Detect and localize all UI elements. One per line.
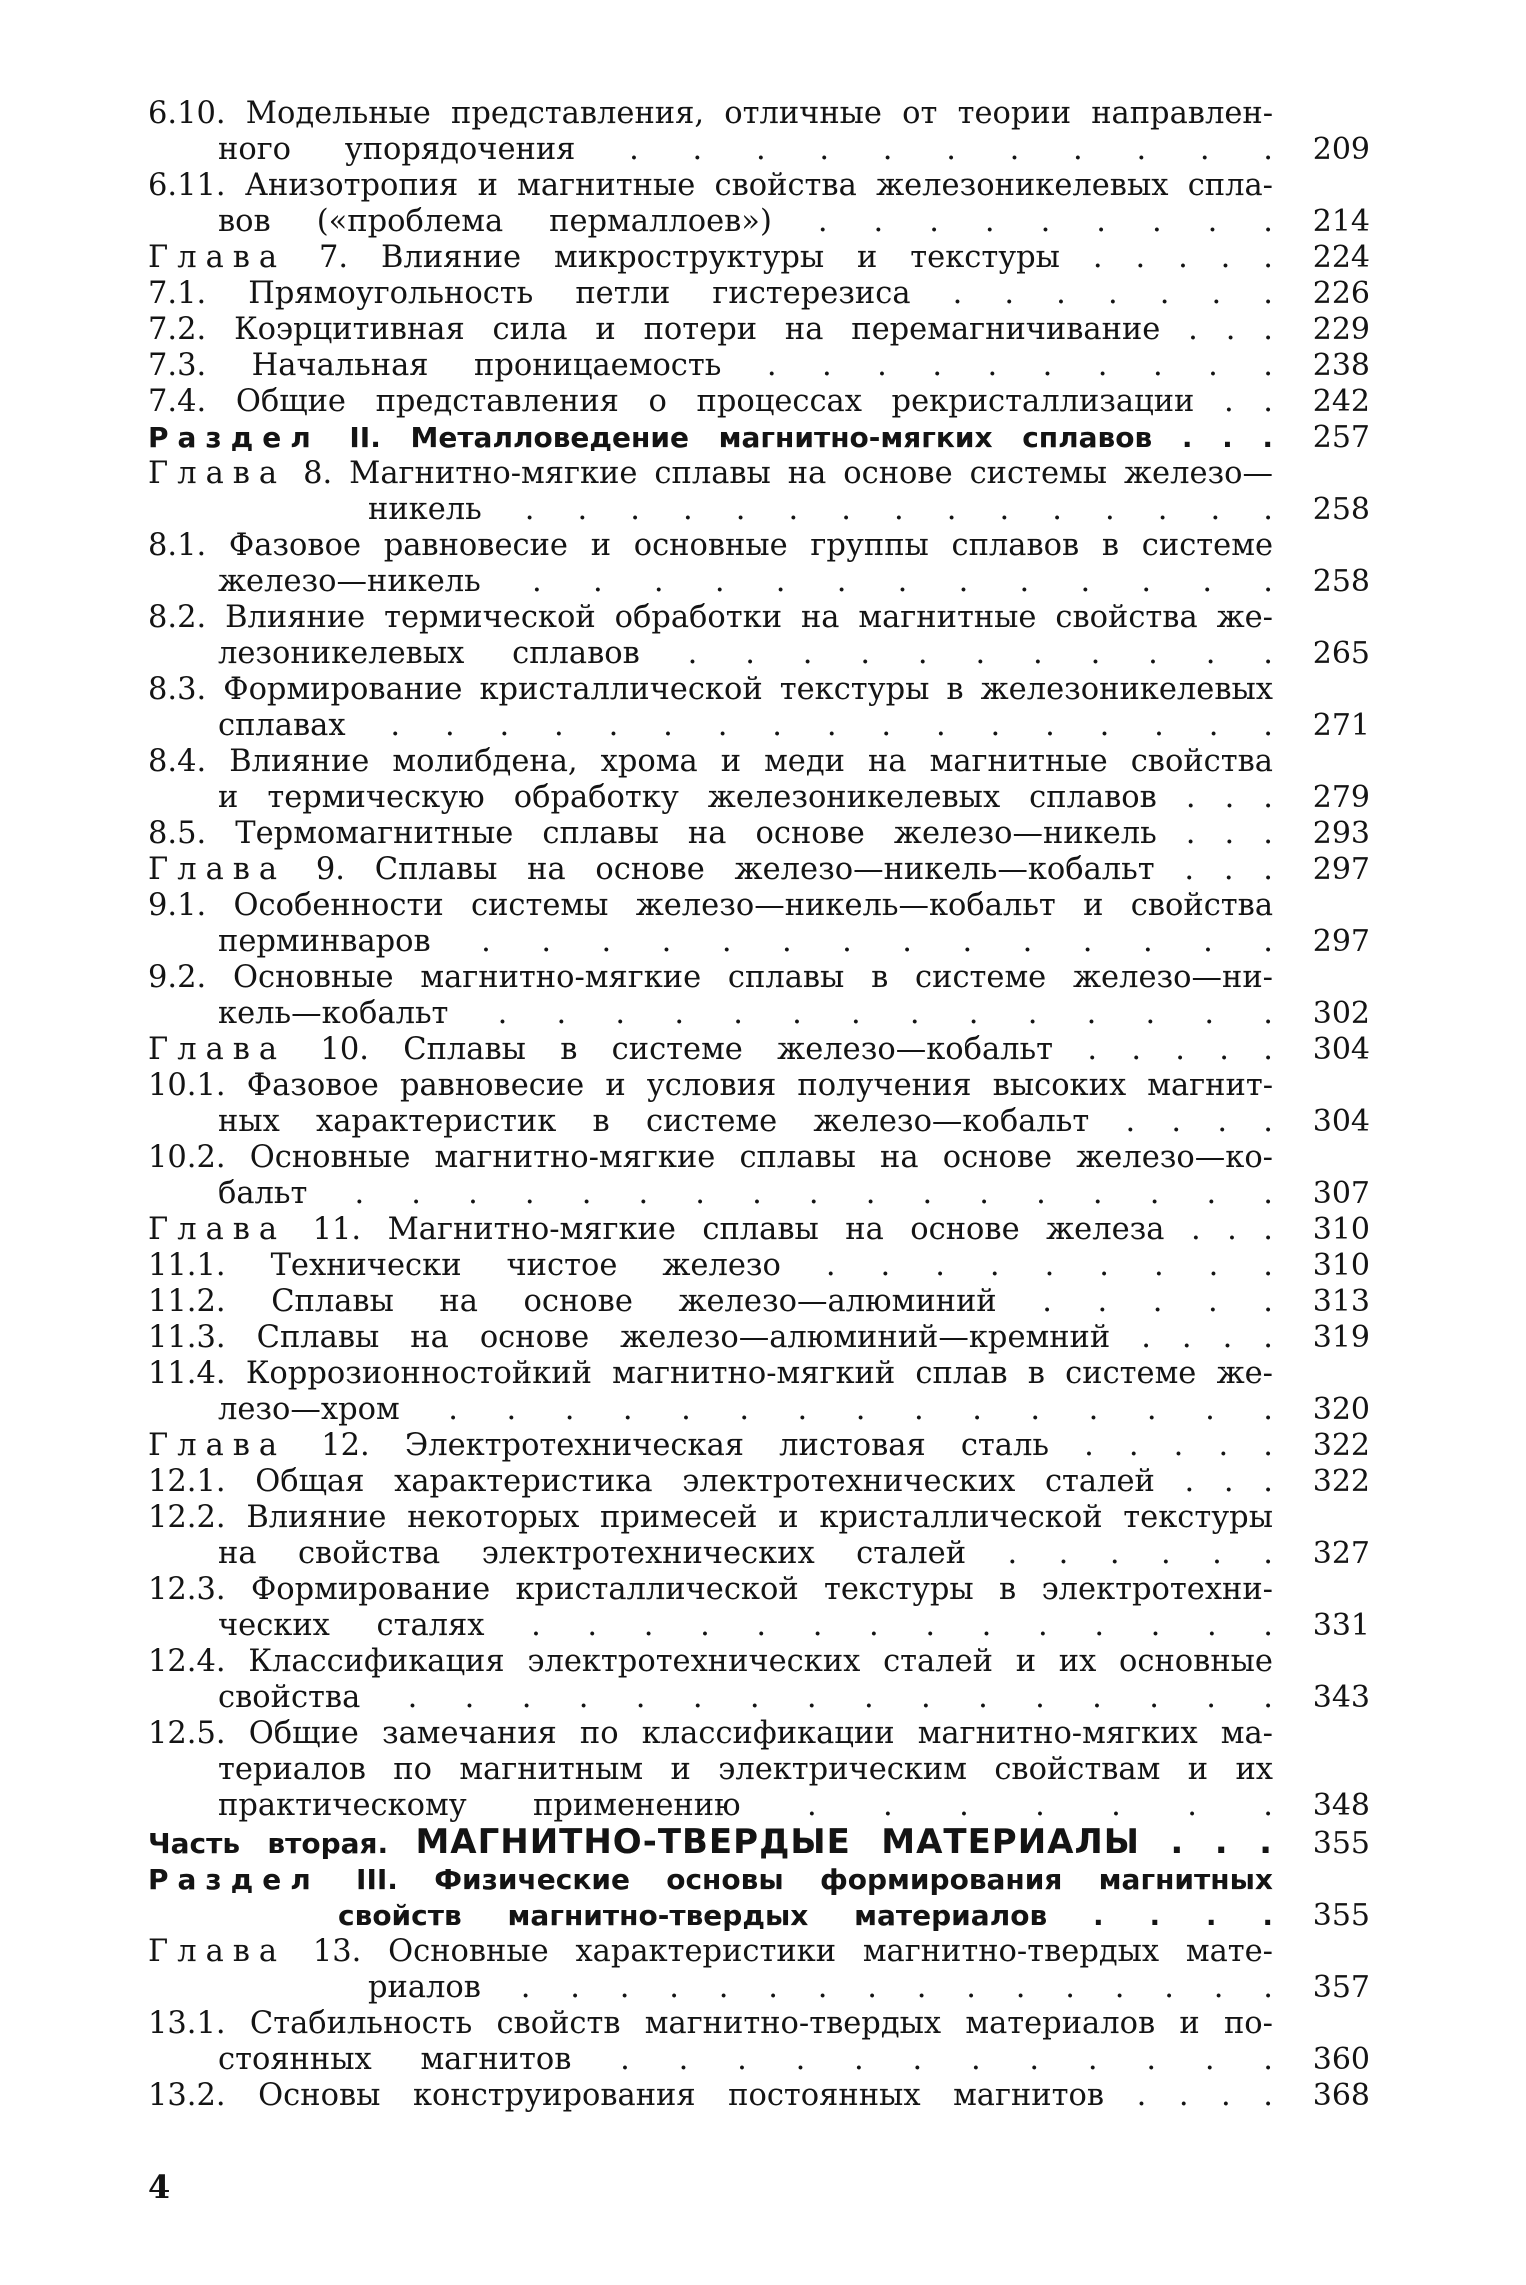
toc-entry — [148, 1464, 1388, 1500]
entry-title-continuation: и термическую обработку железоникелевых сплавов . . . — [218, 780, 1273, 815]
toc-entry — [148, 1356, 1388, 1428]
page-reference: 319 — [1312, 1320, 1370, 1355]
page-reference: 355 — [1312, 1898, 1370, 1933]
entry-title: Сплавы на основе железо—алюминий . . . . . — [271, 1284, 1273, 1319]
toc-entry-text — [148, 312, 1273, 348]
page-reference: 224 — [1312, 240, 1370, 275]
toc-entry-text — [148, 384, 1273, 420]
page-reference: 368 — [1312, 2078, 1370, 2113]
toc-entry — [148, 168, 1388, 240]
chapter-label: Глава — [148, 1212, 287, 1247]
toc-entry — [148, 1500, 1388, 1572]
page-reference: 331 — [1312, 1608, 1370, 1643]
toc-entry-text — [148, 1032, 1273, 1068]
toc-entry-text — [148, 852, 1273, 888]
toc-entry-text — [148, 1464, 1273, 1500]
toc-entry-text — [148, 1212, 1273, 1248]
page-reference: 307 — [1312, 1176, 1370, 1211]
page-reference: 265 — [1312, 636, 1370, 671]
section-number: 8.2. — [148, 600, 207, 635]
entry-title: 9. Сплавы на основе железо—никель—кобальт . . . — [315, 852, 1273, 887]
toc-entry-text — [148, 672, 1273, 744]
toc-entry-text — [148, 1356, 1273, 1428]
toc-entry-text — [148, 744, 1273, 816]
page-reference: 279 — [1312, 780, 1370, 815]
entry-title: Термомагнитные сплавы на основе железо—никель . . . — [235, 816, 1273, 851]
toc-entry — [148, 312, 1388, 348]
toc-entry — [148, 1428, 1388, 1464]
page-reference: 293 — [1312, 816, 1370, 851]
entry-title: Коэрцитивная сила и потери на перемагничивание . . . — [234, 312, 1273, 347]
section-number: 11.4. — [148, 1356, 226, 1391]
entry-title-continuation: на свойства электротехнических сталей . . . . . . — [218, 1536, 1273, 1571]
part-label: Часть вторая. — [148, 1827, 389, 1860]
section-number: 8.5. — [148, 816, 207, 851]
toc-entry — [148, 852, 1388, 888]
page-reference: 343 — [1312, 1680, 1370, 1715]
entry-title: 12. Электротехническая листовая сталь . . . . . — [321, 1428, 1273, 1463]
entry-title-continuation: стоянных магнитов . . . . . . . . . . . . — [218, 2042, 1273, 2077]
toc-entry-text — [148, 816, 1273, 852]
section-number: 9.1. — [148, 888, 207, 923]
entry-title-continuation: железо—никель . . . . . . . . . . . . . — [218, 564, 1273, 599]
chapter-label: Глава — [148, 1032, 287, 1067]
entry-title-continuation: перминваров . . . . . . . . . . . . . . — [218, 924, 1273, 959]
section-number: 12.4. — [148, 1644, 226, 1679]
entry-title-continuation: вов («проблема пермаллоев») . . . . . . . . . — [218, 204, 1273, 239]
section-number: 7.2. — [148, 312, 207, 347]
entry-title: 8. Магнитно-мягкие сплавы на основе системы железо— — [303, 456, 1273, 491]
page-reference: 313 — [1312, 1284, 1370, 1319]
toc-entry-text — [148, 1934, 1273, 2006]
section-number: 7.1. — [148, 276, 207, 311]
section-number: 13.1. — [148, 2006, 226, 2041]
entry-title: Общие представления о процессах рекристаллизации . . — [235, 384, 1274, 419]
toc-entry — [148, 1824, 1388, 1862]
section-number: 7.3. — [148, 348, 207, 383]
entry-title-continuation: кель—кобальт . . . . . . . . . . . . . . — [218, 996, 1273, 1031]
entry-title-continuation: териалов по магнитным и электрическим свойствам и их — [218, 1752, 1273, 1787]
section-number: 12.1. — [148, 1464, 226, 1499]
section-number: 11.3. — [148, 1320, 226, 1355]
section-number: 8.3. — [148, 672, 207, 707]
page-reference: 304 — [1312, 1032, 1370, 1067]
section-number: 11.1. — [148, 1248, 226, 1283]
entry-title: Коррозионностойкий магнитно-мягкий сплав в системе же- — [245, 1356, 1273, 1391]
toc-entry — [148, 1572, 1388, 1644]
section-number: 9.2. — [148, 960, 207, 995]
toc-entry-text — [148, 888, 1273, 960]
page-reference: 322 — [1312, 1428, 1370, 1463]
entry-title: Основные магнитно-мягкие сплавы в системе железо—ни- — [232, 960, 1273, 995]
toc-entry-text — [148, 1428, 1273, 1464]
section-number: 12.5. — [148, 1716, 226, 1751]
toc-entry — [148, 744, 1388, 816]
toc-entry-text — [148, 960, 1273, 1032]
page-reference: 258 — [1312, 564, 1370, 599]
entry-title: Влияние молибдена, хрома и меди на магнитные свойства — [229, 744, 1273, 779]
chapter-label: Глава — [148, 240, 287, 275]
toc-entry-text — [148, 168, 1273, 240]
section-number: 10.2. — [148, 1140, 226, 1175]
entry-title: Основы конструирования постоянных магнитов . . . . — [258, 2078, 1273, 2113]
entry-title: Общая характеристика электротехнических сталей . . . — [255, 1464, 1273, 1499]
toc-entry — [148, 816, 1388, 852]
chapter-label: Глава — [148, 1428, 287, 1463]
entry-title: Фазовое равновесие и условия получения высоких магнит- — [246, 1068, 1274, 1103]
toc-entry — [148, 1032, 1388, 1068]
toc-entry — [148, 420, 1388, 456]
toc-entry-text — [148, 528, 1273, 600]
entry-title: 10. Сплавы в системе железо—кобальт . . . . . — [320, 1032, 1273, 1067]
toc-entry — [148, 348, 1388, 384]
toc-entry — [148, 672, 1388, 744]
toc-entry-text — [148, 1716, 1273, 1824]
page-reference: 242 — [1312, 384, 1370, 419]
entry-title: Прямоугольность петли гистерезиса . . . . . . . — [248, 276, 1273, 311]
toc-entry-text — [148, 2006, 1273, 2078]
toc-entry — [148, 1248, 1388, 1284]
entry-title: Анизотропия и магнитные свойства железоникелевых спла- — [244, 168, 1273, 203]
entry-title: II. Металловедение магнитно-мягких сплавов . . . — [349, 421, 1273, 454]
page-reference: 304 — [1312, 1104, 1370, 1139]
page-reference: 348 — [1312, 1788, 1370, 1823]
section-number: 8.1. — [148, 528, 207, 563]
toc-entry-text — [148, 1248, 1273, 1284]
toc-entry-text — [148, 1824, 1273, 1862]
toc-entry-text — [148, 1644, 1273, 1716]
toc-entry — [148, 1716, 1388, 1824]
section-number: 12.3. — [148, 1572, 226, 1607]
page-reference: 327 — [1312, 1536, 1370, 1571]
toc-entry-text — [148, 1500, 1273, 1572]
entry-title-continuation: практическому применению . . . . . . . — [218, 1788, 1273, 1823]
entry-title: Классификация электротехнических сталей и их основные — [248, 1644, 1273, 1679]
toc-entry — [148, 1862, 1388, 1934]
page-reference: 271 — [1312, 708, 1370, 743]
table-of-contents — [148, 96, 1388, 2114]
toc-entry — [148, 384, 1388, 420]
page-number: 4 — [148, 2168, 171, 2206]
toc-entry-text — [148, 348, 1273, 384]
entry-title-continuation: риалов . . . . . . . . . . . . . . . . — [368, 1970, 1273, 2005]
entry-title: Сплавы на основе железо—алюминий—кремний . . . . — [256, 1320, 1273, 1355]
page-reference: 238 — [1312, 348, 1370, 383]
page-reference: 320 — [1312, 1392, 1370, 1427]
entry-title: Технически чистое железо . . . . . . . . . — [270, 1248, 1273, 1283]
toc-entry-text — [148, 1320, 1273, 1356]
entry-title-continuation: бальт . . . . . . . . . . . . . . . . . — [218, 1176, 1273, 1211]
toc-entry — [148, 960, 1388, 1032]
page-reference: 357 — [1312, 1970, 1370, 2005]
entry-title: Влияние некоторых примесей и кристаллической текстуры — [246, 1500, 1273, 1535]
entry-title: Влияние термической обработки на магнитные свойства же- — [225, 600, 1273, 635]
toc-entry — [148, 1140, 1388, 1212]
toc-entry-text — [148, 1572, 1273, 1644]
toc-entry-text — [148, 2078, 1273, 2114]
entry-title: III. Физические основы формирования магнитных — [356, 1863, 1273, 1896]
page-reference: 355 — [1312, 1826, 1370, 1861]
entry-title: Формирование кристаллической текстуры в электротехни- — [250, 1572, 1273, 1607]
section-number: 12.2. — [148, 1500, 226, 1535]
section-number: 11.2. — [148, 1284, 226, 1319]
toc-entry-text — [148, 240, 1273, 276]
page-reference: 214 — [1312, 204, 1370, 239]
entry-title: МАГНИТНО-ТВЕРДЫЕ МАТЕРИАЛЫ . . . — [415, 1822, 1273, 1862]
entry-title-continuation: лезо—хром . . . . . . . . . . . . . . . — [218, 1392, 1273, 1427]
page-reference: 209 — [1312, 132, 1370, 167]
entry-title: Фазовое равновесие и основные группы сплавов в системе — [228, 528, 1273, 563]
page-reference: 297 — [1312, 852, 1370, 887]
toc-entry — [148, 456, 1388, 528]
toc-entry — [148, 1212, 1388, 1248]
page-reference: 258 — [1312, 492, 1370, 527]
toc-entry-text — [148, 1140, 1273, 1212]
toc-entry — [148, 96, 1388, 168]
chapter-label: Глава — [148, 456, 287, 491]
section-label: Раздел — [148, 1863, 320, 1896]
toc-entry — [148, 276, 1388, 312]
chapter-label: Глава — [148, 1934, 287, 1969]
page-reference: 310 — [1312, 1248, 1370, 1283]
toc-entry — [148, 2078, 1388, 2114]
page-reference: 226 — [1312, 276, 1370, 311]
toc-entry — [148, 600, 1388, 672]
entry-title: 11. Магнитно-мягкие сплавы на основе железа . . . — [312, 1212, 1273, 1247]
entry-title: 13. Основные характеристики магнитно-твердых мате- — [312, 1934, 1273, 1969]
section-number: 6.10. — [148, 96, 226, 131]
section-number: 6.11. — [148, 168, 226, 203]
toc-entry — [148, 1320, 1388, 1356]
toc-entry-text — [148, 1068, 1273, 1140]
toc-entry-text — [148, 1862, 1273, 1934]
section-number: 13.2. — [148, 2078, 226, 2113]
page-reference: 360 — [1312, 2042, 1370, 2077]
entry-title-continuation: свойств магнитно-твердых материалов . . . . — [338, 1899, 1273, 1932]
section-number: 7.4. — [148, 384, 207, 419]
page-reference: 257 — [1312, 420, 1370, 455]
page-reference: 310 — [1312, 1212, 1370, 1247]
entry-title-continuation: ческих сталях . . . . . . . . . . . . . . — [218, 1608, 1273, 1643]
toc-entry — [148, 1934, 1388, 2006]
toc-entry-text — [148, 600, 1273, 672]
entry-title-continuation: сплавах . . . . . . . . . . . . . . . . . — [218, 708, 1273, 743]
toc-entry — [148, 1068, 1388, 1140]
toc-entry-text — [148, 96, 1273, 168]
toc-entry-text — [148, 1284, 1273, 1320]
entry-title: Формирование кристаллической текстуры в железоникелевых — [223, 672, 1273, 707]
page-reference: 302 — [1312, 996, 1370, 1031]
toc-entry-text — [148, 420, 1273, 456]
toc-entry — [148, 528, 1388, 600]
entry-title: Общие замечания по классификации магнитно-мягких ма- — [248, 1716, 1273, 1751]
entry-title: Модельные представления, отличные от теории направлен- — [245, 96, 1273, 131]
page-reference: 229 — [1312, 312, 1370, 347]
toc-entry — [148, 2006, 1388, 2078]
entry-title-continuation: лезоникелевых сплавов . . . . . . . . . . . — [218, 636, 1273, 671]
page-reference: 297 — [1312, 924, 1370, 959]
entry-title: Стабильность свойств магнитно-твердых материалов и по- — [249, 2006, 1273, 2041]
entry-title-continuation: ного упорядочения . . . . . . . . . . . — [218, 132, 1273, 167]
chapter-label: Глава — [148, 852, 287, 887]
section-label: Раздел — [148, 421, 320, 454]
section-number: 8.4. — [148, 744, 207, 779]
section-number: 10.1. — [148, 1068, 226, 1103]
page-reference: 322 — [1312, 1464, 1370, 1499]
toc-entry-text — [148, 456, 1273, 528]
toc-entry — [148, 1284, 1388, 1320]
entry-title: Начальная проницаемость . . . . . . . . . . — [251, 348, 1273, 383]
entry-title-continuation: никель . . . . . . . . . . . . . . . — [368, 492, 1273, 527]
entry-title-continuation: свойства . . . . . . . . . . . . . . . . — [218, 1680, 1273, 1715]
entry-title: Основные магнитно-мягкие сплавы на основе железо—ко- — [249, 1140, 1273, 1175]
entry-title: Особенности системы железо—никель—кобальт и свойства — [233, 888, 1273, 923]
entry-title-continuation: ных характеристик в системе железо—кобальт . . . . — [218, 1104, 1273, 1139]
entry-title: 7. Влияние микроструктуры и текстуры . . . . . — [319, 240, 1273, 275]
toc-entry — [148, 240, 1388, 276]
toc-entry-text — [148, 276, 1273, 312]
toc-entry — [148, 1644, 1388, 1716]
toc-entry — [148, 888, 1388, 960]
